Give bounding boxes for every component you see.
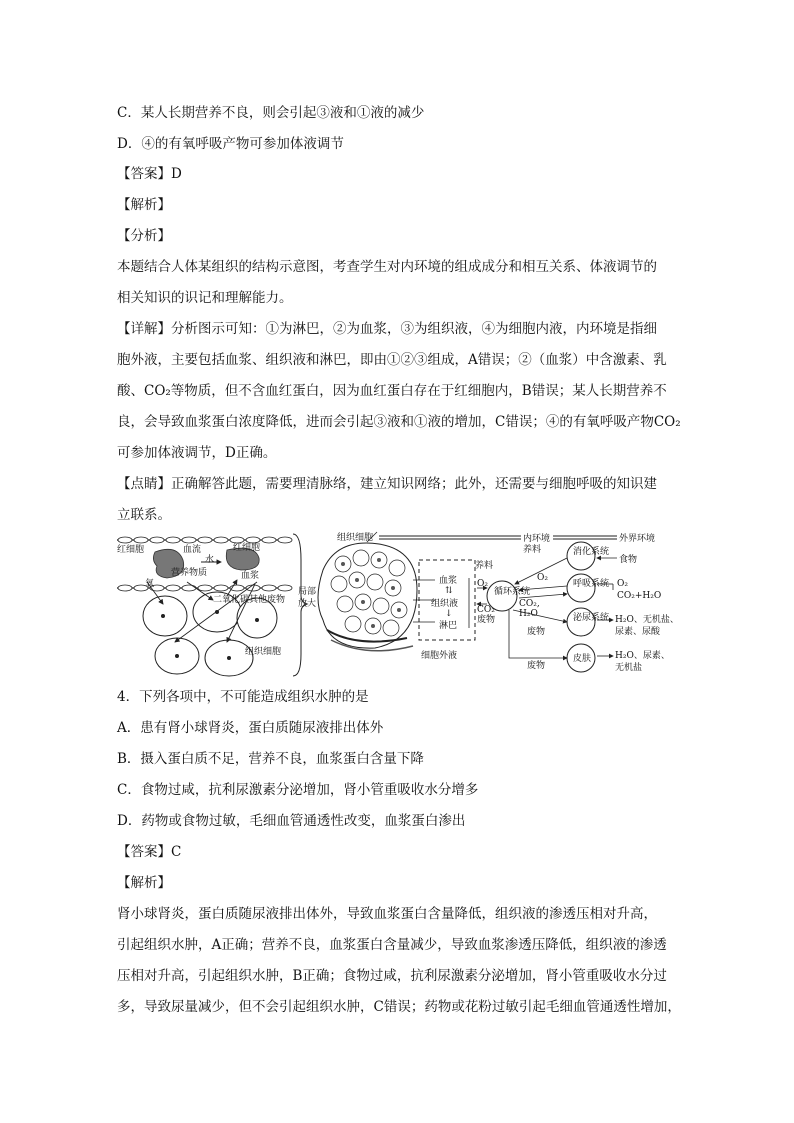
fig-urine-out1: H₂O、无机盐、 — [615, 615, 677, 625]
detail-line: 胞外液，主要包括血浆、组织液和淋巴，即由①②③组成，A错误；②（血浆）中含激素、乳 — [117, 352, 667, 368]
detail-line: 可参加体液调节，D正确。 — [117, 445, 277, 461]
fig-circulation: 循环系统 — [494, 587, 531, 597]
fig-lymph: 淋巴 — [439, 621, 458, 631]
question-4-option-c: C．食物过咸，抗利尿激素分泌增加，肾小管重吸收水分增多 — [117, 782, 479, 798]
fig-skin: 皮肤 — [573, 654, 592, 664]
fig-tissue-fluid: 组织液 — [431, 599, 459, 609]
fig-water: 水 — [205, 555, 215, 565]
fig-oxygen: 氧 — [145, 579, 155, 589]
svg-text:⇅: ⇅ — [445, 586, 453, 596]
question-4-option-a: A．患有肾小球肾炎，蛋白质随尿液排出体外 — [117, 720, 384, 736]
fig-food: 食物 — [619, 555, 638, 565]
detail-line: 良，会导致血浆蛋白浓度降低，进而会引起③液和①液的增加，C错误；④的有氧呼吸产物CO₂ — [117, 414, 681, 430]
fig-nutrients-top: 养料 — [523, 545, 542, 555]
fig-tissue-cell-left: 组织细胞 — [245, 647, 282, 657]
fig-co2-mid2: H₂O — [519, 609, 538, 619]
fig-plasma-mid: 血浆 — [439, 576, 458, 586]
question-4-analysis-line: 肾小球肾炎，蛋白质随尿液排出体外，导致血浆蛋白含量降低，组织液的渗透压相对升高， — [117, 906, 657, 922]
fig-extracellular: 细胞外液 — [421, 651, 458, 661]
fig-co2-h2o-out: CO₂+H₂O — [617, 591, 662, 601]
fig-nutrients-left: 养料 — [475, 561, 494, 571]
fig-o2-mid: O₂ — [537, 573, 548, 583]
fig-urinary: 泌尿系统 — [573, 613, 610, 623]
fig-waste-mid: 废物 — [527, 627, 546, 637]
question-4-option-d: D．药物或食物过敏，毛细血管通透性改变，血浆蛋白渗出 — [117, 813, 466, 829]
question-4-analysis-line: 多，导致尿量减少，但不会引起组织水肿，C错误；药物或花粉过敏引起毛细血管通透性增加， — [117, 999, 681, 1015]
fig-waste-bottom: 废物 — [527, 661, 546, 671]
fig-local: 局部 — [298, 587, 317, 597]
fenxi-line: 相关知识的识记和理解能力。 — [117, 290, 293, 306]
magnified-panel — [298, 531, 475, 661]
fig-plasma-left: 血浆 — [241, 571, 260, 581]
tip-line: 【点睛】正确解答此题，需要理清脉络，建立知识网络；此外，还需要与细胞呼吸的知识建 — [117, 476, 657, 492]
fig-respiratory: 呼吸系统 — [573, 579, 610, 589]
capillary-panel — [117, 534, 307, 676]
svg-text:↓: ↓ — [445, 609, 453, 619]
fig-o2-left: O₂ — [477, 579, 488, 589]
question-4-analysis-heading: 【解析】 — [117, 875, 171, 891]
detail-line: 酸、CO₂等物质，但不含血红蛋白，因为血红蛋白存在于红细胞内，B错误；某人长期营养不 — [117, 383, 667, 399]
fenxi-line: 本题结合人体某组织的结构示意图，考查学生对内环境的组成成分和相互关系、体液调节的 — [117, 259, 657, 275]
option-d-text: D．④的有氧呼吸产物可参加体液调节 — [117, 136, 344, 152]
question-4-analysis-line: 压相对升高，引起组织水肿，B正确；食物过咸，抗利尿激素分泌增加，肾小管重吸收水分过 — [117, 968, 667, 984]
question-4-stem: 4．下列各项中，不可能造成组织水肿的是 — [117, 689, 369, 705]
fig-red-cell-left: 红细胞 — [117, 545, 145, 555]
fig-enlarge: 放大 — [298, 599, 317, 609]
question-4-analysis-line: 引起组织水肿，A正确；营养不良，血浆蛋白含量减少，导致血浆渗透压降低，组织液的渗透 — [117, 937, 667, 953]
question-4-option-b: B．摄入蛋白质不足，营养不良，血浆蛋白含量下降 — [117, 751, 424, 767]
fig-waste-left: 废物 — [477, 615, 496, 625]
detail-line: 【详解】分析图示可知：①为淋巴，②为血浆，③为组织液，④为细胞内液，内环境是指细 — [117, 321, 657, 337]
fig-skin-out1: H₂O、尿素、 — [615, 651, 670, 661]
fig-nutrients: 营养物质 — [171, 568, 208, 578]
question-4-answer: 【答案】C — [117, 844, 182, 860]
tip-line: 立联系。 — [117, 507, 171, 523]
option-c-text: C．某人长期营养不良，则会引起③液和①液的减少 — [117, 105, 425, 121]
fig-co2-waste: 二氧化碳其他废物 — [213, 595, 286, 605]
fig-urine-out2: 尿素、尿酸 — [615, 627, 661, 637]
fenxi-heading: 【分析】 — [117, 228, 171, 244]
internal-environment-figure — [117, 530, 677, 678]
fig-co2-mid1: CO₂, — [519, 599, 540, 609]
fig-co2-left: CO₂ — [477, 605, 495, 615]
fig-blood-flow: 血流 — [183, 545, 202, 555]
answer-label: 【答案】D — [117, 166, 182, 182]
fig-external-env: 外界环境 — [619, 534, 656, 544]
fig-o2-out: O₂ — [617, 579, 628, 589]
analysis-heading: 【解析】 — [117, 197, 171, 213]
fig-tissue-cell-mid: 组织细胞 — [337, 533, 374, 543]
fig-red-cell-right: 红细胞 — [233, 543, 261, 553]
fig-digestive: 消化系统 — [573, 547, 610, 557]
fig-skin-out2: 无机盐 — [615, 663, 643, 673]
fig-internal-env: 内环境 — [523, 534, 551, 544]
